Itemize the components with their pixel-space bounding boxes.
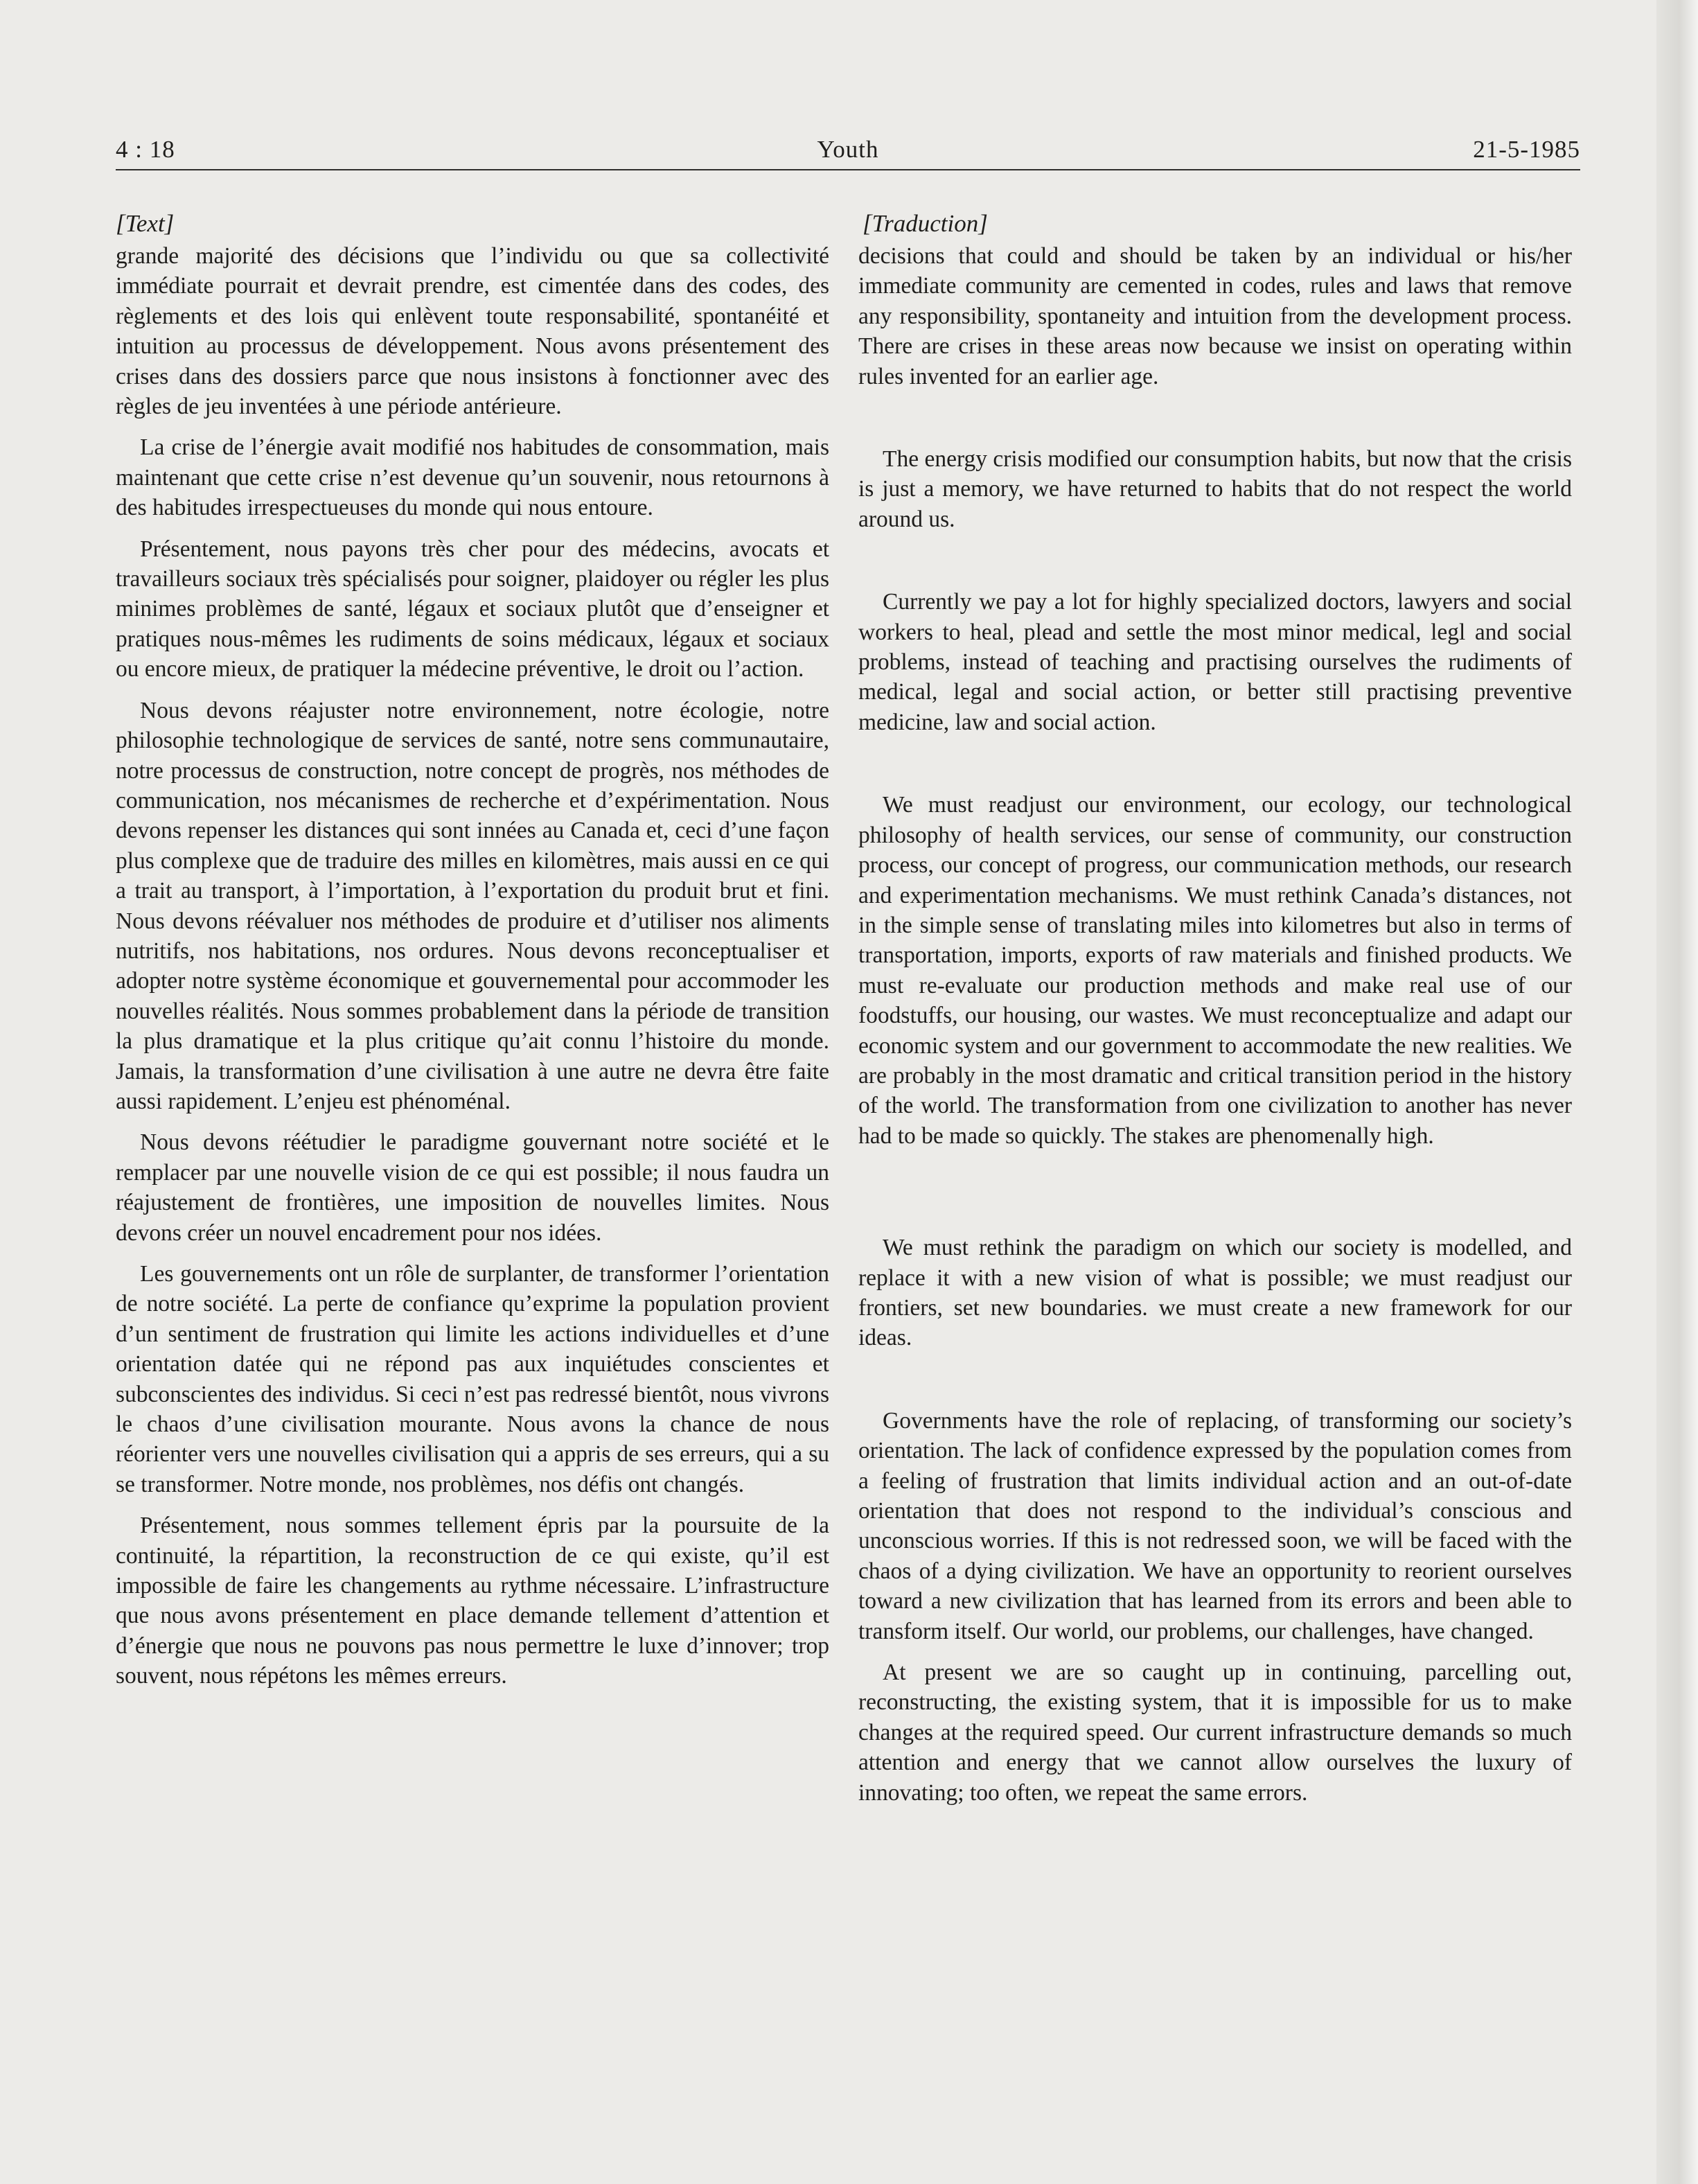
page-header [116, 133, 1580, 170]
paragraph: decisions that could and should be taken by an individual or his/her immediate community are cemented in codes, rules and laws that remove any responsibility, spontaneity and intuition from the development process. There are crises in these areas now because we insist on operating within rules invented for an earlier age. [858, 243, 1572, 389]
paragraph: La crise de l’énergie avait modifié nos habitudes de consommation, mais maintenant que cette crise n’est devenue qu’un souvenir, nous retournons à des habitudes irrespectueuses du monde qui nous entoure. [116, 434, 829, 521]
paragraph: Currently we pay a lot for highly specialized doctors, lawyers and social workers to heal, plead and settle the most minor medical, legl and social problems, instead of teaching and practising ourselves the rudiments of medical, legal and social action, or better still practising preventive medicine, law and social action. [858, 589, 1572, 735]
paragraph: We must readjust our environment, our ecology, our technological philosophy of health services, our sense of community, our construction process, our concept of progress, our communication methods, our research and experimentation mechanisms. We must rethink Canada’s distances, not in the simple sense of translating miles into kilometres but also in terms of transportation, imports, exports of raw materials and finished products. We must re-evaluate our production methods and make real use of our foodstuffs, our housing, our wastes. We must reconceptualize and adapt our economic system and our government to accommodate the new realities. We are probably in the most dramatic and critical transition period in the history of the world. The transformation from one civilization to another has never had to be made so quickly. The stakes are phenomenally high. [858, 792, 1572, 1149]
paragraph: grande majorité des décisions que l’individu ou que sa collectivité immédiate pourrait et devrait prendre, est cimentée dans des codes, des règlements et des lois qui enlèvent toute responsabilité, spontanéité et intuition au processus de développement. Nous avons présentement des crises dans des dossiers parce que nous insistons à fonctionner avec des règles de jeu inventées à une période antérieure. [116, 243, 829, 420]
translation-label: [Traduction] [863, 210, 988, 237]
paragraph: Les gouvernements ont un rôle de surplanter, de transformer l’orientation de notre société. La perte de confiance qu’exprime la population provient d’un sentiment de frustration qui limite les actions individuelles et d’une orientation datée qui ne répond pas aux inquiétudes conscientes et subconscientes des individus. Si ceci n’est pas redressé bientôt, nous vivrons le chaos d’une civilisation mourante. Nous avons la chance de nous réorienter vers une nouvelles civilisation qui a appris de ses erreurs, qui a su se transformer. Notre monde, nos problèmes, nos défis ont changés. [116, 1261, 829, 1497]
french-text-column [116, 208, 829, 1691]
paragraph: Présentement, nous sommes tellement épris par la poursuite de la continuité, la répartition, la reconstruction de ce qui existe, qu’il est impossible de faire les changements au rythme nécessaire. L’infrastructure que nous avons présentement en place demande tellement d’attention et d’énergie que nous ne pouvons pas nous permettre le luxe d’innover; trop souvent, nous répétons les mêmes erreurs. [116, 1513, 829, 1689]
page-number: 4 : 18 [116, 136, 175, 163]
english-translation-column [858, 208, 1572, 1808]
paragraph: At present we are so caught up in continuing, parcelling out, reconstructing, the existing system, that it is impossible for us to make changes at the required speed. Our current infrastructure demands so much attention and energy that we cannot allow ourselves the luxury of innovating; too often, we repeat the same errors. [858, 1659, 1572, 1806]
paragraph: Nous devons réétudier le paradigme gouvernant notre société et le remplacer par une nouvelle vision de ce qui est possible; il nous faudra un réajustement de frontières, une imposition de nouvelles limites. Nous devons créer un nouvel encadrement pour nos idées. [116, 1129, 829, 1246]
paragraph: Governments have the role of replacing, of transforming our society’s orientation. The lack of confidence expressed by the population comes from a feeling of frustration that limits individual action and an out-of-date orientation that does not respond to the individual’s conscious and unconscious worries. If this is not redressed soon, we will be faced with the chaos of a dying civilization. We have an opportunity to reorient ourselves toward a new civilization that has learned from its errors and been able to transform itself. Our world, our problems, our challenges, have changed. [858, 1407, 1572, 1644]
paragraph: Nous devons réajuster notre environnement, notre écologie, notre philosophie technologique de services de santé, notre sens communautaire, notre processus de construction, notre concept de progrès, nos méthodes de communication, nos mécanismes de recherche et d’expérimentation. Nous devons repenser les distances qui sont innées au Canada et, ceci d’une façon plus complexe que de traduire des milles en kilomètres, mais aussi en ce qui a trait au transport, à l’importation, à l’exportation du produit brut et fini. Nous devons réévaluer nos méthodes de produire et d’utiliser nos aliments nutritifs, nos habitations, nos ordures. Nous devons reconceptualiser et adopter notre système économique et gouvernemental pour accommoder les nouvelles réalités. Nous sommes probablement dans la période de transition la plus dramatique et la plus critique qu’ait connu l’histoire du monde. Jamais, la transformation d’une civilisation à une autre ne devra être faite aussi rapidement. L’enjeu est phénoménal. [116, 697, 829, 1114]
text-label: [Text] [116, 210, 175, 237]
page-edge-shadow [1656, 0, 1698, 2184]
paragraph: The energy crisis modified our consumption habits, but now that the crisis is just a memory, we have returned to habits that do not respect the world around us. [858, 446, 1572, 532]
running-title: Youth [817, 136, 879, 163]
paragraph: We must rethink the paradigm on which our society is modelled, and replace it with a new vision of what is possible; we must readjust our frontiers, set new boundaries. we must create a new framework for our ideas. [858, 1235, 1572, 1351]
header-date: 21-5-1985 [1473, 136, 1580, 163]
paragraph: Présentement, nous payons très cher pour des médecins, avocats et travailleurs sociaux très spécialisés pour soigner, plaidoyer ou régler les plus minimes problèmes de santé, légaux et sociaux plutôt que d’enseigner et pratiques nous-mêmes les rudiments de soins médicaux, légaux et sociaux ou encore mieux, de pratiquer la médecine préventive, le droit ou l’action. [116, 536, 829, 682]
